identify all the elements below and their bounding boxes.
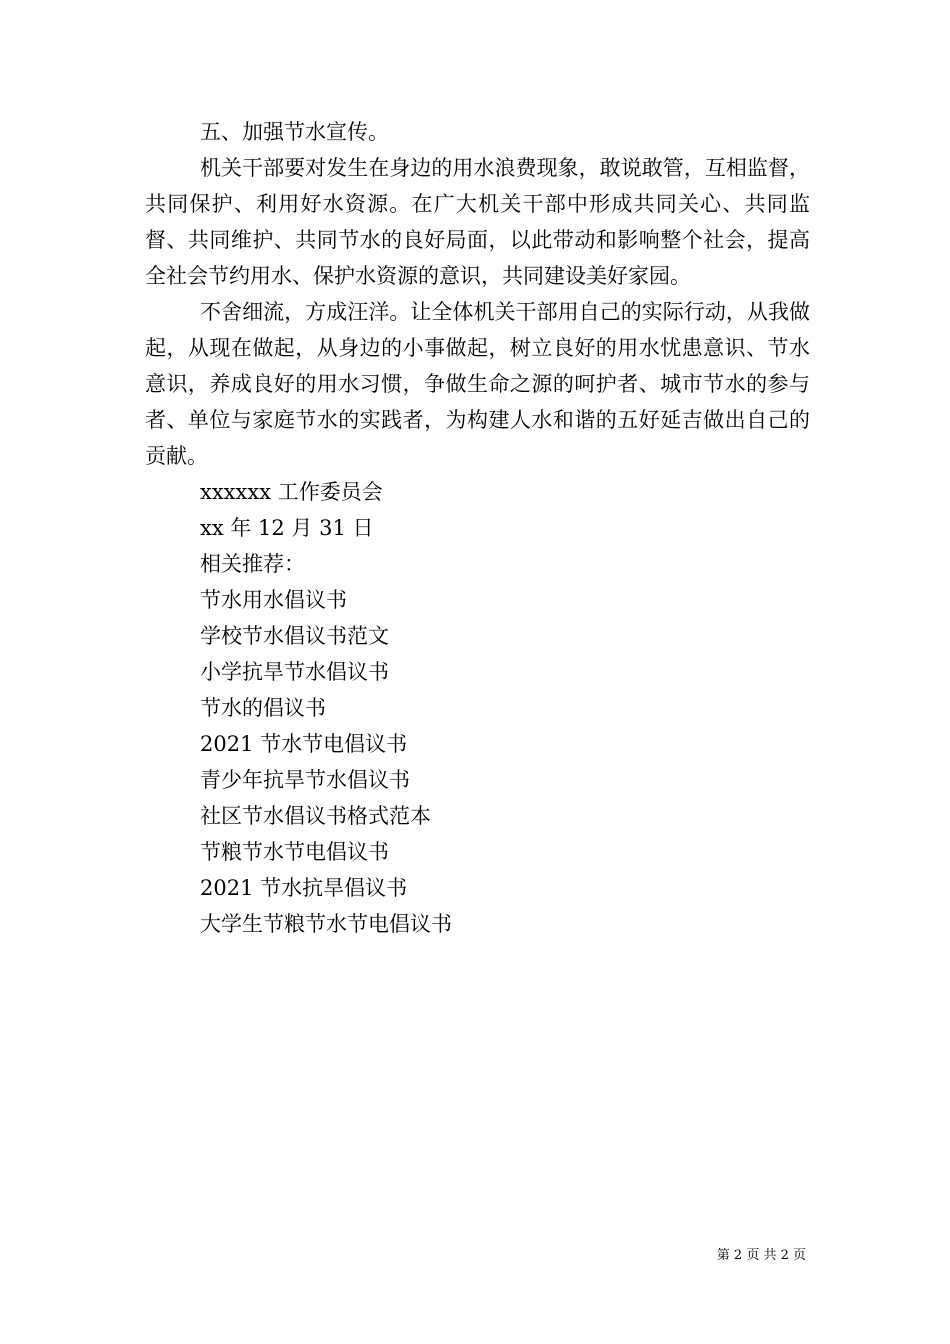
page-number: 第 2 页 共 2 页 <box>716 1248 806 1263</box>
related-link-1[interactable]: 节水用水倡议书 <box>200 588 347 612</box>
related-title: 相关推荐： <box>200 552 305 576</box>
related-link-8[interactable]: 节粮节水节电倡议书 <box>200 840 389 864</box>
related-link-3[interactable]: 小学抗旱节水倡议书 <box>200 660 389 684</box>
related-link-10[interactable]: 大学生节粮节水节电倡议书 <box>200 912 452 936</box>
paragraph-2: 不舍细流，方成汪洋。让全体机关干部用自己的实际行动，从我做起，从现在做起，从身边的小事做起，树立良好的用水忧患意识、节水意识，养成良好的用水习惯，争做生命之源的呵护者、城市节水的参与者、单位与家庭节水的实践者，为构建人水和谐的五好延吉做出自己的贡献。 <box>145 300 810 468</box>
related-link-5[interactable]: 2021 节水节电倡议书 <box>200 732 408 756</box>
date: xx 年 12 月 31 日 <box>200 516 374 540</box>
related-link-9[interactable]: 2021 节水抗旱倡议书 <box>200 876 408 900</box>
related-link-2[interactable]: 学校节水倡议书范文 <box>200 624 389 648</box>
paragraph-1: 机关干部要对发生在身边的用水浪费现象，敢说敢管，互相监督，共同保护、利用好水资源。在广大机关干部中形成共同关心、共同监督、共同维护、共同节水的良好局面，以此带动和影响整个社会，提高全社会节约用水、保护水资源的意识，共同建设美好家园。 <box>145 156 810 288</box>
signature: xxxxxx 工作委员会 <box>200 480 383 504</box>
section-heading: 五、加强节水宣传。 <box>200 120 389 144</box>
related-link-6[interactable]: 青少年抗旱节水倡议书 <box>200 768 410 792</box>
related-link-7[interactable]: 社区节水倡议书格式范本 <box>200 804 431 828</box>
document-body <box>145 114 810 942</box>
related-link-4[interactable]: 节水的倡议书 <box>200 696 326 720</box>
